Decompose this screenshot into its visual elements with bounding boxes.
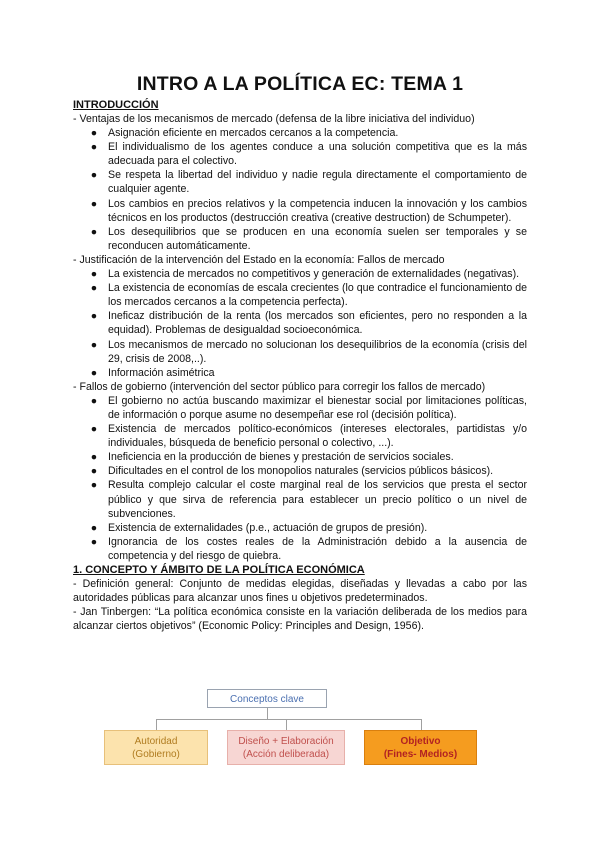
list-item: ● Se respeta la libertad del individuo y nadie regula directamente el comportamiento de cualquier agente.: [90, 169, 527, 196]
bullet-icon: ●: [90, 225, 98, 238]
box-label: Objetivo: [400, 736, 441, 747]
bullet-icon: ●: [90, 394, 98, 407]
definition-paragraph: - Definición general: Conjunto de medidas elegidas, diseñadas y llevadas a cabo por las autoridades públicas para alcanzar unos fines u objetivos predeterminados.: [73, 578, 527, 605]
list-item: ● Existencia de mercados político-económicos (intereses electorales, partidistas y/o individuales, búsqueda de beneficio personal o colectivo, ...).: [90, 423, 527, 450]
bullet-icon: ●: [90, 479, 98, 492]
bullet-icon: ●: [90, 465, 98, 478]
list-item: ● Asignación eficiente en mercados cercanos a la competencia.: [90, 127, 399, 140]
bullet-list: [73, 267, 527, 380]
list-item: ● El gobierno no actúa buscando maximizar el bienestar social por limitaciones políticas, de información o porque asume no desempeñar ese rol (decisión política).: [90, 394, 527, 421]
list-item: ● La existencia de mercados no competitivos y generación de externalidades (negativas).: [90, 268, 520, 281]
list-item: ● Información asimétrica: [90, 366, 215, 379]
bullet-icon: ●: [90, 310, 98, 323]
diagram-root-box: Conceptos clave: [207, 689, 327, 708]
connector-middle: [286, 719, 287, 730]
objective-box: [364, 730, 477, 765]
design-box: [227, 730, 345, 765]
list-item: ● Dificultades en el control de los monopolios naturales (servicios públicos básicos).: [90, 465, 494, 478]
box-sublabel: (Fines- Medios): [383, 749, 458, 760]
box-label: Diseño + Elaboración: [238, 736, 334, 747]
bullet-icon: ●: [90, 169, 98, 182]
group-lead: - Ventajas de los mecanismos de mercado (defensa de la libre iniciativa del individuo): [73, 113, 475, 125]
bullet-icon: ●: [90, 521, 98, 534]
group-lead: - Fallos de gobierno (intervención del sector público para corregir los fallos de mercado): [73, 380, 486, 393]
bullet-icon: ●: [90, 268, 98, 281]
box-sublabel: (Gobierno): [132, 749, 180, 760]
connector-right: [421, 719, 422, 730]
document-page: [73, 72, 527, 633]
document-title: INTRO A LA POLÍTICA EC: TEMA 1: [136, 73, 464, 95]
bullet-icon: ●: [90, 535, 98, 548]
bullet-icon: ●: [90, 451, 98, 464]
bullet-icon: ●: [90, 423, 98, 436]
bullet-icon: ●: [90, 141, 98, 154]
bullet-icon: ●: [90, 127, 98, 140]
list-item: ● Ignorancia de los costes reales de la Administración debido a la ausencia de competencia y del riesgo de quiebra.: [90, 535, 527, 562]
connector-vertical: [267, 708, 268, 719]
list-item: ● Ineficiencia en la producción de bienes y prestación de servicios sociales.: [90, 451, 454, 464]
list-item: ● Los cambios en precios relativos y la competencia inducen la innovación y los cambios técnicos en los productos (destrucción creativa (creative destruction) de Schumpeter).: [90, 197, 527, 224]
list-item: ● El individualismo de los agentes conduce a una solución competitiva que es la más adecuada para el colectivo.: [90, 141, 527, 168]
box-label: Autoridad: [134, 736, 178, 747]
bullet-icon: ●: [90, 282, 98, 295]
list-item: ● Los desequilibrios que se producen en una economía suelen ser temporales y se reconducen automáticamente.: [90, 225, 527, 252]
bullet-list: [73, 394, 527, 563]
list-item: ● La existencia de economías de escala crecientes (lo que contradice el funcionamiento de los mercados cercanos a la competencia perfecta).: [90, 282, 527, 309]
intro-heading: INTRODUCCIÓN: [73, 99, 159, 111]
list-item: ● Existencia de externalidades (p.e., actuación de grupos de presión).: [90, 521, 428, 534]
section-heading: 1. CONCEPTO Y ÁMBITO DE LA POLÍTICA ECONÓMICA: [73, 564, 365, 576]
connector-horizontal: [156, 719, 422, 720]
connector-left: [156, 719, 157, 730]
key-concepts-diagram: [104, 689, 497, 769]
bullet-list: [73, 126, 527, 253]
group-lead: - Justificación de la intervención del Estado en la economía: Fallos de mercado: [73, 253, 445, 266]
list-item: ● Resulta complejo calcular el coste marginal real de los servicios que presta el sector público y que sirva de referencia para establecer un precio político o un nivel de subvenciones.: [90, 479, 527, 520]
list-item: ● Los mecanismos de mercado no solucionan los desequilibrios de la economía (crisis del 29, crisis de 2008,..).: [90, 338, 527, 365]
bullet-icon: ●: [90, 338, 98, 351]
bullet-icon: ●: [90, 197, 98, 210]
tinbergen-paragraph: - Jan Tinbergen: “La política económica consiste en la variación deliberada de los medios para alcanzar ciertos objetivos” (Economic Policy: Principles and Design, 1956).: [73, 606, 527, 633]
authority-box: [104, 730, 208, 765]
list-item: ● Ineficaz distribución de la renta (los mercados son eficientes, pero no responden a la equidad). Problemas de desigualdad socioeconómica.: [90, 310, 527, 337]
box-sublabel: (Acción deliberada): [242, 749, 330, 760]
bullet-icon: ●: [90, 366, 98, 379]
